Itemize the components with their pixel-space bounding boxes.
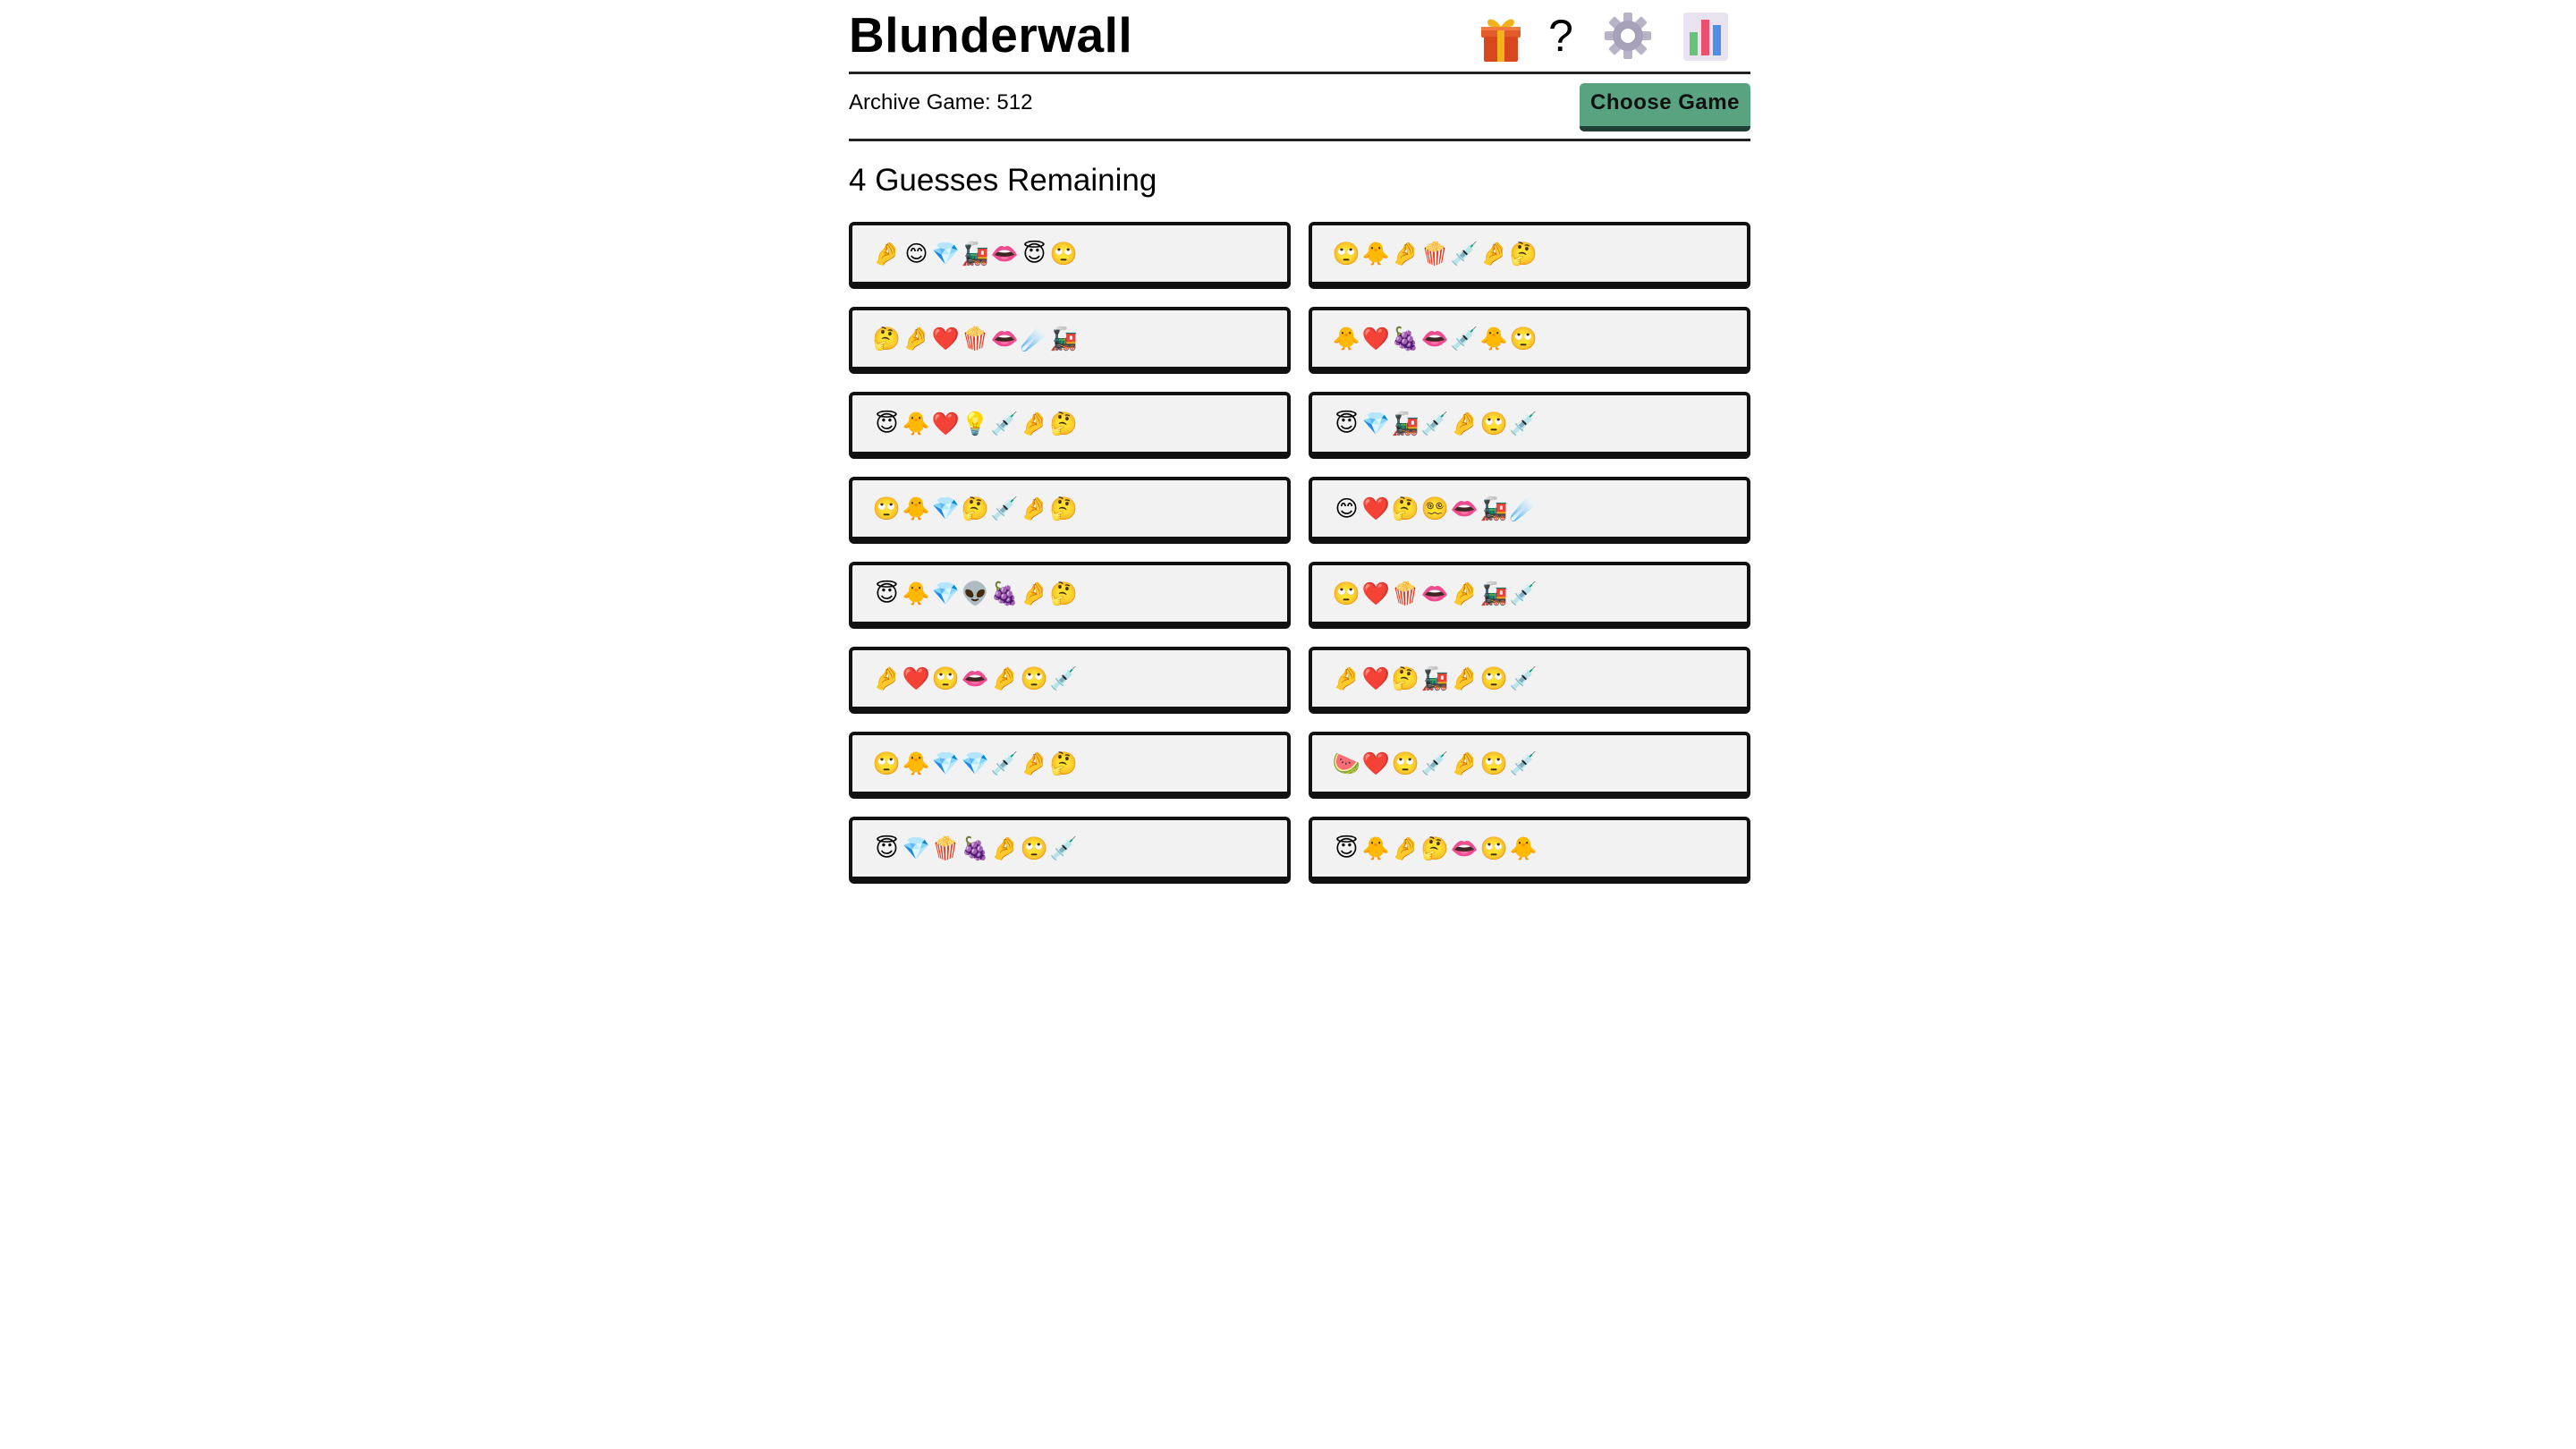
card-emoji: 🍇	[961, 835, 990, 861]
card-emoji: 🤔	[961, 496, 990, 521]
game-title: Blunderwall	[849, 7, 1133, 63]
grid-card[interactable]	[849, 477, 1291, 544]
card-emoji: 🍉	[1332, 750, 1361, 776]
grid-card[interactable]	[849, 647, 1291, 714]
gift-icon[interactable]	[1478, 7, 1524, 64]
card-emoji: 🚂	[1420, 665, 1450, 691]
card-emoji: 🙄	[1049, 241, 1079, 267]
card-emoji: 🤌	[1479, 241, 1509, 267]
card-emoji: 👄	[990, 241, 1020, 267]
card-emoji: 🤔	[1049, 496, 1079, 521]
card-emoji: 🐥	[1509, 835, 1538, 861]
card-emoji: 🍿	[961, 326, 990, 352]
card-emoji: 🙄	[1479, 411, 1509, 436]
card-emoji: 🙄	[1509, 326, 1538, 352]
grid-card[interactable]	[849, 392, 1291, 459]
card-emoji: 💉	[1509, 580, 1538, 606]
card-emoji: 🙄	[1479, 750, 1509, 776]
card-emoji: 🐥	[1361, 241, 1391, 267]
gear-icon[interactable]	[1603, 7, 1653, 64]
card-emoji: 💉	[1450, 326, 1479, 352]
grid-card[interactable]	[1309, 477, 1750, 544]
card-emoji: ☄️	[1509, 496, 1538, 521]
card-emoji: 💉	[1049, 665, 1079, 691]
card-emoji: 💎	[931, 241, 961, 267]
card-emoji: 🤔	[1049, 750, 1079, 776]
word-grid	[849, 222, 1750, 884]
card-emoji: 🐥	[1361, 835, 1391, 861]
card-emoji: 💎	[931, 580, 961, 606]
card-emoji: 🤌	[1020, 580, 1049, 606]
help-icon[interactable]: ?	[1548, 11, 1573, 61]
card-emoji: 👽	[961, 580, 990, 606]
card-emoji: 🤌	[1391, 241, 1420, 267]
card-emoji: 🍿	[1420, 241, 1450, 267]
card-emoji: 💎	[902, 835, 931, 861]
header	[849, 0, 1750, 74]
card-emoji: 🐥	[1332, 326, 1361, 352]
grid-card[interactable]	[849, 222, 1291, 289]
card-emoji: 🤌	[990, 835, 1020, 861]
card-emoji: 🍇	[1391, 326, 1420, 352]
card-emoji: 🤌	[1450, 580, 1479, 606]
card-emoji: 🤔	[1049, 580, 1079, 606]
card-emoji: 🤌	[872, 241, 902, 267]
grid-card[interactable]	[1309, 817, 1750, 884]
card-emoji: 👄	[1420, 326, 1450, 352]
archive-game-label: Archive Game: 512	[849, 90, 1033, 114]
grid-card[interactable]	[1309, 222, 1750, 289]
card-emoji: 🙄	[1020, 665, 1049, 691]
card-emoji: 💉	[1420, 411, 1450, 436]
card-emoji: 💉	[990, 496, 1020, 521]
choose-game-button[interactable]: Choose Game	[1580, 83, 1750, 131]
grid-card[interactable]	[849, 562, 1291, 629]
card-emoji: 🍿	[1391, 580, 1420, 606]
card-emoji: 💎	[961, 750, 990, 776]
card-emoji: 💉	[1450, 241, 1479, 267]
card-emoji: 😇	[875, 835, 899, 861]
card-emoji: 🐥	[902, 750, 931, 776]
card-emoji: 😊	[904, 241, 928, 267]
card-emoji: 🤌	[1020, 750, 1049, 776]
card-emoji: 🚂	[961, 241, 990, 267]
card-emoji: 🤌	[1450, 665, 1479, 691]
card-emoji: ❤️	[1361, 496, 1391, 521]
bar-chart-icon[interactable]	[1681, 7, 1731, 64]
card-emoji: 🤌	[1020, 411, 1049, 436]
card-emoji: 🤌	[1391, 835, 1420, 861]
grid-card[interactable]	[1309, 647, 1750, 714]
card-emoji: 👄	[1450, 496, 1479, 521]
card-emoji: 🐥	[902, 580, 931, 606]
card-emoji: 🤌	[902, 326, 931, 352]
card-emoji: 😇	[1335, 835, 1359, 861]
card-emoji: 🙄	[1020, 835, 1049, 861]
game-container	[849, 0, 1750, 884]
card-emoji: 🚂	[1049, 326, 1079, 352]
card-emoji: 🤔	[1509, 241, 1538, 267]
guesses-remaining: 4 Guesses Remaining	[849, 163, 1157, 198]
card-emoji: 🙄	[1391, 750, 1420, 776]
card-emoji: 🤔	[1420, 835, 1450, 861]
card-emoji: 💉	[990, 411, 1020, 436]
card-emoji: 🙄	[931, 665, 961, 691]
grid-card[interactable]	[849, 732, 1291, 799]
card-emoji: 💉	[990, 750, 1020, 776]
card-emoji: 🙄	[1332, 241, 1361, 267]
card-emoji: 🤔	[1049, 411, 1079, 436]
card-emoji: 🚂	[1479, 496, 1509, 521]
card-emoji: 😵‍💫	[1420, 496, 1450, 521]
card-emoji: 💉	[1420, 750, 1450, 776]
card-emoji: ❤️	[931, 326, 961, 352]
card-emoji: 🙄	[872, 750, 902, 776]
card-emoji: 😇	[875, 580, 899, 606]
card-emoji: 🤔	[1391, 665, 1420, 691]
card-emoji: 🙄	[1479, 835, 1509, 861]
card-emoji: 💉	[1509, 750, 1538, 776]
card-emoji: 👄	[990, 326, 1020, 352]
card-emoji: 👄	[961, 665, 990, 691]
card-emoji: 🍿	[931, 835, 961, 861]
card-emoji: 🤌	[1020, 496, 1049, 521]
subheader	[849, 74, 1750, 141]
card-emoji: ❤️	[931, 411, 961, 436]
card-emoji: ☄️	[1020, 326, 1049, 352]
card-emoji: 💉	[1049, 835, 1079, 861]
grid-card[interactable]	[849, 307, 1291, 374]
card-emoji: 💎	[1361, 411, 1391, 436]
card-emoji: 💉	[1509, 665, 1538, 691]
card-emoji: 🙄	[872, 496, 902, 521]
card-emoji: 🚂	[1479, 580, 1509, 606]
card-emoji: ❤️	[902, 665, 931, 691]
grid-card[interactable]	[1309, 562, 1750, 629]
card-emoji: 🤔	[1391, 496, 1420, 521]
card-emoji: 🤌	[872, 665, 902, 691]
grid-card[interactable]	[1309, 732, 1750, 799]
card-emoji: 🐥	[902, 411, 931, 436]
card-emoji: 😇	[1022, 241, 1046, 267]
card-emoji: 🤌	[1450, 750, 1479, 776]
card-emoji: 👄	[1450, 835, 1479, 861]
card-emoji: ❤️	[1361, 750, 1391, 776]
card-emoji: 😇	[875, 411, 899, 436]
card-emoji: 🤌	[1450, 411, 1479, 436]
card-emoji: 🤌	[990, 665, 1020, 691]
grid-card[interactable]	[1309, 392, 1750, 459]
card-emoji: ❤️	[1361, 326, 1391, 352]
card-emoji: 😇	[1335, 411, 1359, 436]
card-emoji: 🙄	[1479, 665, 1509, 691]
card-emoji: ❤️	[1361, 580, 1391, 606]
card-emoji: 🍇	[990, 580, 1020, 606]
card-emoji: 🤔	[872, 326, 902, 352]
card-emoji: 💎	[931, 496, 961, 521]
card-emoji: 💎	[931, 750, 961, 776]
card-emoji: 🤌	[1332, 665, 1361, 691]
card-emoji: 🐥	[1479, 326, 1509, 352]
grid-card[interactable]	[1309, 307, 1750, 374]
card-emoji: 🙄	[1332, 580, 1361, 606]
grid-card[interactable]	[849, 817, 1291, 884]
card-emoji: ❤️	[1361, 665, 1391, 691]
card-emoji: 💉	[1509, 411, 1538, 436]
card-emoji: 🚂	[1391, 411, 1420, 436]
card-emoji: 💡	[961, 411, 990, 436]
card-emoji: 👄	[1420, 580, 1450, 606]
card-emoji: 🐥	[902, 496, 931, 521]
card-emoji: 😊	[1335, 496, 1359, 521]
